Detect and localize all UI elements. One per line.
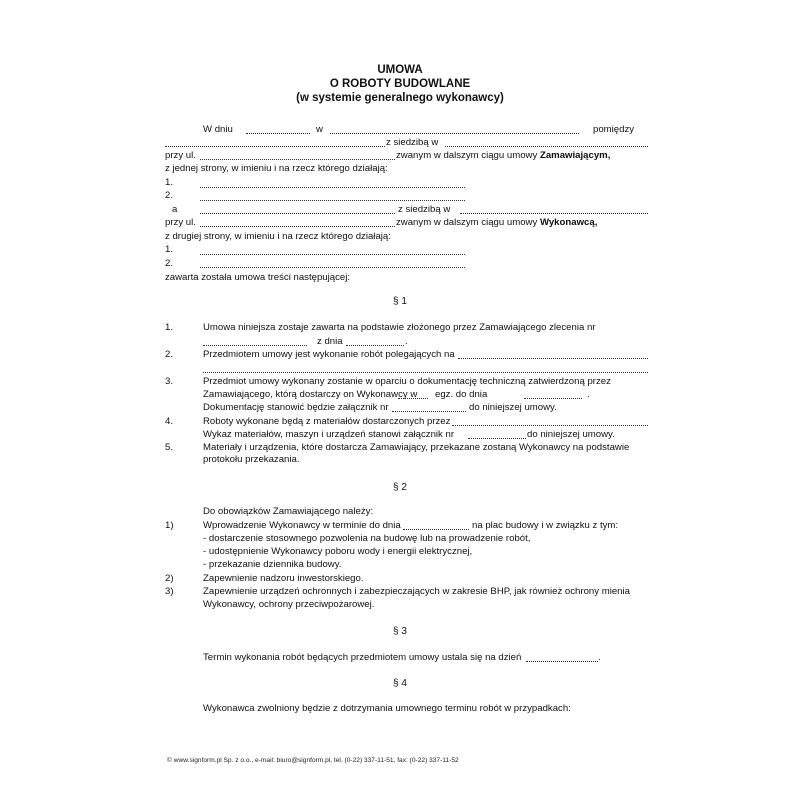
s1-z-dnia: z dnia [317,336,343,347]
s1-p4-num: 4. [165,416,174,427]
z-siedziba-label-1: z siedzibą w [386,137,439,148]
s1-p3-line2a: Zamawiającego, którą dostarczy on Wykonawcy w [203,389,418,400]
s1-annex-field-1[interactable] [392,411,466,412]
s1-p5-num: 5. [165,442,174,453]
pomiedzy-label: pomiędzy [593,124,635,135]
zwanym-label-1: zwanym w dalszym ciągu umowy Zamawiającym, [396,150,611,161]
zamawiajacy-street-field[interactable] [200,159,395,160]
zamawiajacy-name-field[interactable] [165,146,385,147]
s1-p3-line3b: do niniejszej umowy. [469,402,557,413]
s1-p1-line1: Umowa niniejsza zostaje zawarta na podstawie złożonego przez Zamawiającego zlecenia nr [203,322,596,333]
s2-p3-line1: Zapewnienie urządzeń ochronnych i zabezpieczających w zakresie BHP, jak również ochrony mienia [203,586,630,597]
title-line-3: (w systemie generalnego wykonawcy) [296,92,504,104]
s2-intro: Do obowiązków Zamawiającego należy: [203,506,374,517]
z-drugiej-strony: z drugiej strony, w imieniu i na rzecz którego działają: [165,231,391,242]
s2-bullet-2: - udostępnienie Wykonawcy poboru wody i energii elektrycznej, [203,546,473,557]
s2-p1-b: na plac budowy i w związku z tym: [472,520,619,531]
z-jednej-strony: z jednej strony, w imieniu i na rzecz którego działają: [165,163,388,174]
s2-p1-num: 1) [165,520,174,531]
s1-p3-line2c: . [587,389,590,400]
title-line-2: O ROBOTY BUDOWLANE [329,78,471,90]
s1-doc-date-field[interactable] [524,398,582,399]
s1-p4-line1: Roboty wykonane będą z materiałów dostarczonych przez [203,416,451,427]
s2-p1-a: Wprowadzenie Wykonawcy w terminie do dnia [203,520,401,531]
wykonawca-name-field[interactable] [200,213,395,214]
footer-copyright: © www.signform.pl Sp. z o.o., e-mail: biuro@signform.pl, tel. (0-22) 337-11-51, fax: (0-22) 337-11-52 [167,757,459,764]
section-2-heading: § 2 [393,482,407,493]
przy-ul-label-1: przy ul. [165,150,196,161]
section-1-heading: § 1 [393,296,407,307]
rep-1a-field[interactable] [200,187,465,188]
s1-p1-num: 1. [165,322,174,333]
zamawiajacy-seat-field[interactable] [445,146,648,147]
s1-order-date-field[interactable] [346,345,404,346]
wykonawca-seat-field[interactable] [460,213,648,214]
s2-bullet-1: - dostarczenie stosownego pozwolenia na budowę lub na prowadzenie robót, [203,533,531,544]
przy-ul-label-2: przy ul. [165,217,196,228]
s1-p3-line2b: egz. do dnia [435,389,488,400]
s3-text: Termin wykonania robót będących przedmiotem umowy ustala się na dzień [203,652,522,663]
s1-p3-line1: Przedmiot umowy wykonany zostanie w oparciu o dokumentację techniczną zatwierdzoną przez [203,376,611,387]
s1-p3-line3a: Dokumentację stanowić będzie załącznik nr [203,402,389,413]
s1-p5-line1: Materiały i urządzenia, które dostarcza Zamawiający, przekazane zostaną Wykonawcy na podstawie [203,442,630,453]
s2-entry-date-field[interactable] [403,529,469,530]
s1-p4-line2a: Wykaz materiałów, maszyn i urządzeń stanowi załącznik nr [203,429,455,440]
rep-1b-num: 1. [165,244,174,255]
z-siedziba-label-2: z siedzibą w [398,204,451,215]
s1-p3-num: 3. [165,376,174,387]
s4-text: Wykonawca zwolniony będzie z dotrzymania umownego terminu robót w przypadkach: [203,703,571,714]
rep-2a-field[interactable] [200,200,465,201]
a-label: a [172,204,178,215]
w-label: w [316,124,323,135]
s3-end: . [598,652,601,663]
title-line-1: UMOWA [377,64,423,76]
s1-works-field-2[interactable] [203,372,648,373]
s2-p3-num: 3) [165,586,174,597]
s1-copies-field[interactable] [398,398,428,399]
s2-p3-line2: Wykonawcy, ochrony przeciwpożarowej. [203,599,375,610]
zawarta-text: zawarta została umowa treści następującej: [165,272,351,283]
date-field[interactable] [246,133,310,134]
s1-materials-supplier-field[interactable] [452,425,648,426]
s1-p2-num: 2. [165,349,174,360]
rep-2a-num: 2. [165,190,174,201]
s1-p2-text: Przedmiotem umowy jest wykonanie robót polegających na [203,349,455,360]
section-4-heading: § 4 [393,678,407,689]
s3-deadline-field[interactable] [526,661,598,662]
s1-works-field-1[interactable] [458,358,648,359]
place-field[interactable] [330,133,579,134]
rep-2b-field[interactable] [200,267,465,268]
s2-p2-text: Zapewnienie nadzoru inwestorskiego. [203,573,364,584]
rep-2b-num: 2. [165,258,174,269]
s1-p5-line2: protokołu przekazania. [203,454,300,465]
wykonawca-street-field[interactable] [200,226,395,227]
s1-p4-line2b: do niniejszej umowy. [527,429,615,440]
s2-bullet-3: - przekazanie dziennika budowy. [203,559,342,570]
rep-1b-field[interactable] [200,254,465,255]
w-dniu-label: W dniu [203,124,233,135]
s1-annex-field-2[interactable] [468,438,526,439]
s1-order-number-field[interactable] [203,345,307,346]
section-3-heading: § 3 [393,626,407,637]
s2-p2-num: 2) [165,573,174,584]
s1-p1-end: . [405,336,408,347]
zwanym-label-2: zwanym w dalszym ciągu umowy Wykonawcą, [396,217,598,228]
rep-1a-num: 1. [165,177,174,188]
